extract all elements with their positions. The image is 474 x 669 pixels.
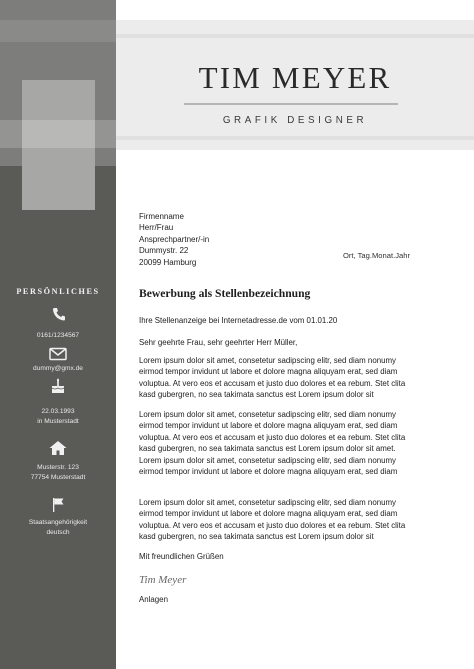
recipient-salutation: Herr/Frau — [139, 223, 174, 233]
name-divider — [184, 103, 398, 105]
applicant-name: TIM MEYER — [198, 60, 392, 95]
paragraph-line: kasd gubergren, no sea takimata sanctus est Lorem ipsum dolor sit — [139, 390, 374, 400]
phone-icon — [48, 306, 68, 322]
paragraph-line: kasd gubergren, no sea takimata sanctus est Lorem ipsum dolor sit — [139, 532, 374, 542]
closing: Mit freundlichen Grüßen — [139, 552, 224, 561]
house-icon — [48, 440, 68, 456]
phone-text: 0161/1234567 — [36, 332, 80, 339]
sidebar-band — [0, 20, 116, 42]
photo-band — [22, 120, 95, 148]
sidebar-heading: PERSÖNLICHES — [16, 287, 100, 296]
sidebar-address — [0, 463, 116, 483]
paragraph-line: Lorem ipsum dolor sit amet, consetetur sadipscing elitr, sed diam nonumy — [139, 410, 397, 419]
recipient-address — [139, 211, 209, 268]
sidebar-birth — [0, 407, 116, 427]
sidebar-nationality — [0, 518, 116, 538]
nationality-label: Staatsangehörigkeit — [28, 519, 88, 526]
sidebar-phone — [0, 331, 116, 341]
signature: Tim Meyer — [139, 574, 187, 586]
envelope-icon — [48, 346, 68, 362]
paragraph-line: Lorem ipsum dolor sit amet, consetetur sadipscing elitr, sed diam nonumy — [139, 498, 397, 507]
recipient-street: Dummystr. 22 — [139, 246, 189, 256]
paragraph-line: eirmod tempor invidunt ut labore et dolore magna aliquyam erat, sed diam — [139, 509, 398, 519]
header-stripe — [116, 34, 474, 38]
paragraph-line: kasd gubergren, no sea takimata sanctus est Lorem ipsum dolor sit amet. — [139, 444, 396, 454]
city-text: 77754 Musterstadt — [30, 474, 86, 481]
paragraph-2 — [139, 409, 439, 477]
paragraph-line: eirmod tempor invidunt ut labore et dolore magna aliquyam erat, sed diam — [139, 467, 398, 477]
birthday-cake-icon — [48, 378, 68, 394]
letter-subject: Bewerbung als Stellenbezeichnung — [139, 287, 311, 300]
job-title: GRAFIK DESIGNER — [222, 115, 368, 126]
paragraph-3 — [139, 497, 439, 543]
birth-place-text: in Musterstadt — [37, 418, 79, 425]
paragraph-line: eirmod tempor invidunt ut labore et dolore magna aliquyam erat, sed diam — [139, 421, 398, 431]
header-stripe — [116, 136, 474, 140]
recipient-city: 20099 Hamburg — [139, 257, 197, 267]
contact-person: Ansprechpartner/-in — [139, 234, 210, 244]
company-name: Firmenname — [139, 212, 184, 221]
paragraph-1 — [139, 355, 439, 401]
sidebar-email — [0, 364, 116, 374]
salutation: Sehr geehrte Frau, sehr geehrter Herr Müller, — [139, 338, 298, 347]
paragraph-line: voluptua. At vero eos et accusam et justo duo dolores et ea rebum. Stet clita — [139, 520, 406, 530]
paragraph-line: voluptua. At vero eos et accusam et justo duo dolores et ea rebum. Stet clita — [139, 432, 406, 442]
attachments-label: Anlagen — [139, 595, 168, 604]
paragraph-line: Lorem ipsum dolor sit amet, consetetur sadipscing elitr, sed diam nonumy — [139, 455, 397, 465]
nationality-value: deutsch — [46, 529, 70, 536]
paragraph-line: eirmod tempor invidunt ut labore et dolore magna aliquyam erat, sed diam — [139, 367, 398, 377]
email-text: dummy@gmx.de — [33, 365, 83, 372]
sidebar — [0, 0, 116, 669]
letter-date: Ort, Tag.Monat.Jahr — [343, 251, 410, 260]
reference-line: Ihre Stellenanzeige bei Internetadresse.de vom 01.01.20 — [139, 316, 338, 325]
street-text: Musterstr. 123 — [37, 464, 79, 471]
birth-date-text: 22.03.1993 — [41, 408, 75, 415]
flag-icon — [48, 497, 68, 513]
paragraph-line: Lorem ipsum dolor sit amet, consetetur sadipscing elitr, sed diam nonumy — [139, 356, 397, 365]
paragraph-line: voluptua. At vero eos et accusam et justo duo dolores et ea rebum. Stet clita — [139, 378, 406, 388]
